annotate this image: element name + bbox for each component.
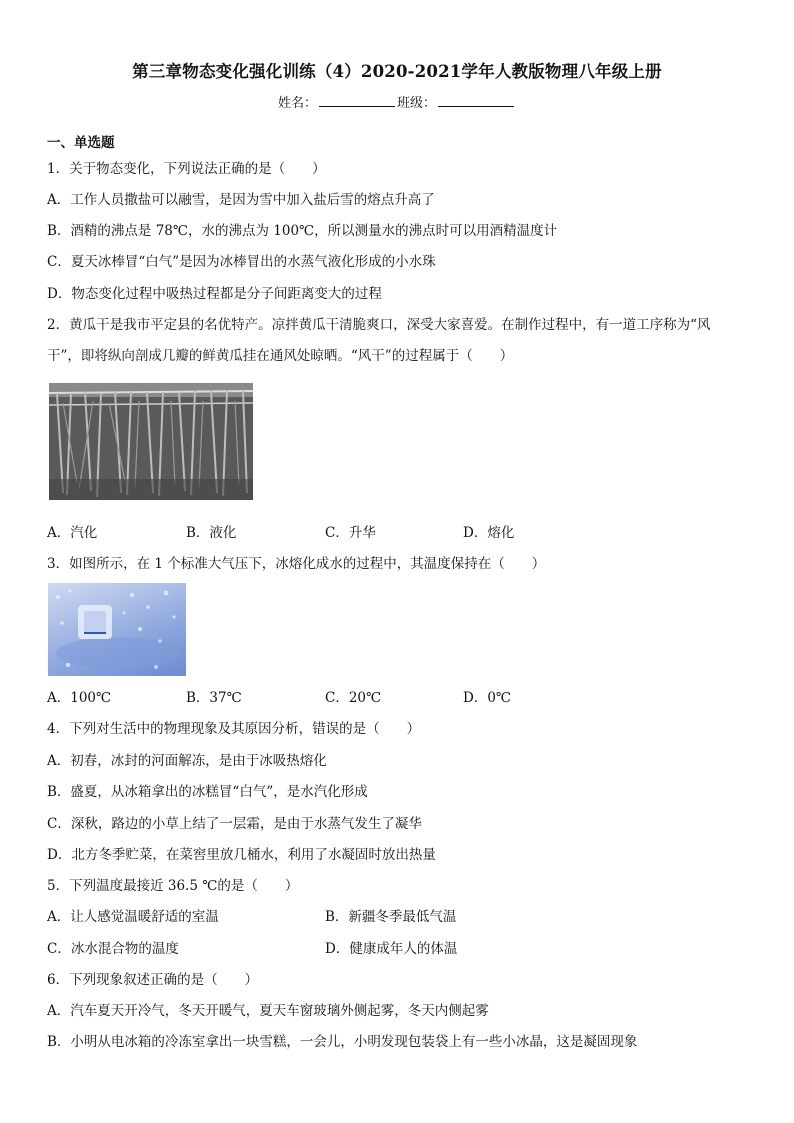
q1-option-b: B．酒精的沸点是 78℃，水的沸点为 100℃，所以测量水的沸点时可以用酒精温度计 xyxy=(47,223,558,239)
page-title: 第三章物态变化强化训练（4）2020-2021学年人教版物理八年级上册 xyxy=(132,62,662,81)
class-label: 班级： xyxy=(397,96,437,111)
q2-option-a: A．汽化 xyxy=(47,525,98,541)
q3-option-b: B．37℃ xyxy=(186,690,242,706)
section-heading: 一、单选题 xyxy=(47,135,115,151)
q2-option-b: B．液化 xyxy=(186,525,237,541)
q4-option-a: A．初春，冰封的河面解冻，是由于冰吸热熔化 xyxy=(47,753,327,769)
q1-stem: 1．关于物态变化，下列说法正确的是（ ） xyxy=(47,161,326,177)
q3-option-a: A．100℃ xyxy=(47,690,112,706)
q3-stem: 3．如图所示，在 1 个标准大气压下，冰熔化成水的过程中，其温度保持在（ ） xyxy=(47,556,546,572)
q6-option-b: B．小明从电冰箱的冷冻室拿出一块雪糕，一会儿，小明发现包装袋上有一些小冰晶，这是凝固现象 xyxy=(47,1034,638,1050)
q1-option-a: A．工作人员撒盐可以融雪，是因为雪中加入盐后雪的熔点升高了 xyxy=(47,192,435,208)
q1-option-d: D．物态变化过程中吸热过程都是分子间距离变大的过程 xyxy=(47,286,382,302)
q1-option-c: C．夏天冰棒冒“白气”是因为冰棒冒出的水蒸气液化形成的小水珠 xyxy=(47,254,436,270)
q6-option-a: A．汽车夏天开冷气，冬天开暖气，夏天车窗玻璃外侧起雾，冬天内侧起雾 xyxy=(47,1003,489,1019)
q5-option-b: B．新疆冬季最低气温 xyxy=(325,909,457,925)
name-blank[interactable] xyxy=(319,94,395,107)
q3-option-d: D．0℃ xyxy=(463,690,512,706)
q5-option-a: A．让人感觉温暖舒适的室温 xyxy=(47,909,219,925)
student-info-line xyxy=(0,92,794,111)
q5-option-c: C．冰水混合物的温度 xyxy=(47,941,179,957)
q4-option-b: B．盛夏，从冰箱拿出的冰糕冒“白气”，是水汽化形成 xyxy=(47,784,368,800)
q4-stem: 4．下列对生活中的物理现象及其原因分析，错误的是（ ） xyxy=(47,721,421,737)
class-blank[interactable] xyxy=(438,94,514,107)
q5-stem: 5．下列温度最接近 36.5 ℃的是（ ） xyxy=(47,878,299,894)
q6-stem: 6．下列现象叙述正确的是（ ） xyxy=(47,972,259,988)
q5-option-d: D．健康成年人的体温 xyxy=(325,941,458,957)
q4-option-c: C．深秋，路边的小草上结了一层霜，是由于水蒸气发生了凝华 xyxy=(47,816,422,832)
name-label: 姓名： xyxy=(277,96,317,111)
dried-cucumber-photo xyxy=(49,383,253,500)
q2-option-d: D．熔化 xyxy=(463,525,515,541)
q2-option-c: C．升华 xyxy=(325,525,376,541)
q4-option-d: D．北方冬季贮菜，在菜窖里放几桶水，利用了水凝固时放出热量 xyxy=(47,847,436,863)
q3-option-c: C．20℃ xyxy=(325,690,382,706)
q2-stem-line1: 2．黄瓜干是我市平定县的名优特产。凉拌黄瓜干清脆爽口，深受大家喜爱。在制作过程中，有一道工序称为“风 xyxy=(47,317,711,333)
melting-ice-cube-photo xyxy=(48,583,186,676)
q2-stem-line2: 干”，即将纵向剖成几瓣的鲜黄瓜挂在通风处晾晒。“风干”的过程属于（ ） xyxy=(47,348,514,364)
